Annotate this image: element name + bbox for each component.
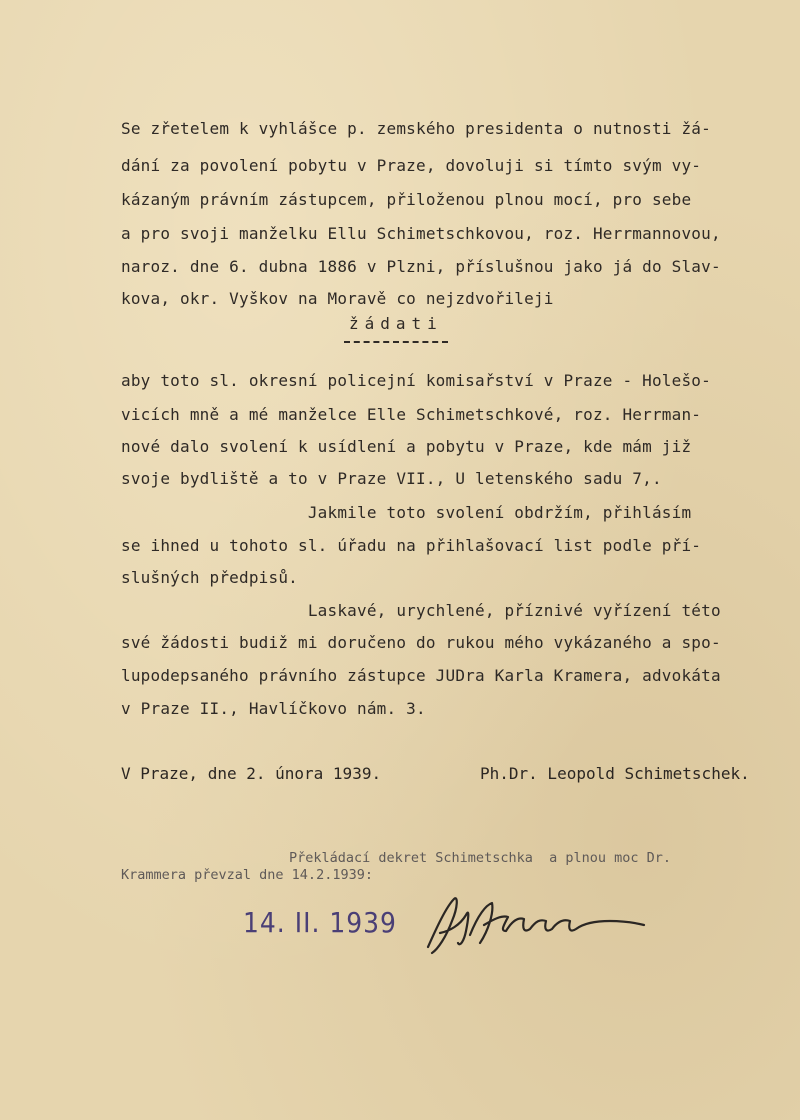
body-line-1: Se zřetelem k vyhlášce p. zemského presidenta o nutnosti žá- (121, 119, 711, 138)
date-stamp: 14. II. 1939 (243, 906, 397, 939)
paragraph2-line-3: slušných předpisů. (121, 568, 298, 587)
paragraph3-line-2: své žádosti budiž mi doručeno do rukou mého vykázaného a spo- (121, 633, 721, 652)
request-heading-underline (344, 341, 448, 343)
body-line-3: kázaným právním zástupcem, přiloženou plnou mocí, pro sebe (121, 190, 692, 209)
handwritten-signature (420, 885, 650, 975)
paragraph2-line-2: se ihned u tohoto sl. úřadu na přihlašovací list podle pří- (121, 536, 702, 555)
date-line: V Praze, dne 2. února 1939. (121, 764, 382, 783)
signatory-name: Ph.Dr. Leopold Schimetschek. (480, 764, 750, 783)
body-line-6: kova, okr. Vyškov na Moravě co nejzdvořileji (121, 289, 554, 308)
body-line-2: dání za povolení pobytu v Praze, dovoluji si tímto svým vy- (121, 156, 702, 175)
request-heading: žádati (349, 314, 443, 333)
paragraph2-line-1: Jakmile toto svolení obdržím, přihlásím (121, 503, 692, 522)
request-line-1: aby toto sl. okresní policejní komisařství v Praze - Holešo- (121, 371, 711, 390)
paragraph3-line-1: Laskavé, urychlené, příznivé vyřízení této (121, 601, 721, 620)
request-line-2: vicích mně a mé manželce Elle Schimetschkové, roz. Herrman- (121, 405, 702, 424)
paragraph3-line-3: lupodepsaného právního zástupce JUDra Karla Kramera, advokáta (121, 666, 721, 685)
body-line-5: naroz. dne 6. dubna 1886 v Plzni, příslušnou jako já do Slav- (121, 257, 721, 276)
body-line-4: a pro svoji manželku Ellu Schimetschkovou, roz. Herrmannovou, (121, 224, 721, 243)
faint-header-stamp (260, 2, 480, 24)
note-line-1: Překládací dekret Schimetschka a plnou moc Dr. (289, 850, 672, 866)
paragraph3-line-4: v Praze II., Havlíčkovo nám. 3. (121, 699, 426, 718)
request-line-3: nové dalo svolení k usídlení a pobytu v Praze, kde mám již (121, 437, 692, 456)
request-line-4: svoje bydliště a to v Praze VII., U letenského sadu 7,. (121, 469, 662, 488)
note-line-2: Krammera převzal dne 14.2.1939: (121, 867, 373, 883)
